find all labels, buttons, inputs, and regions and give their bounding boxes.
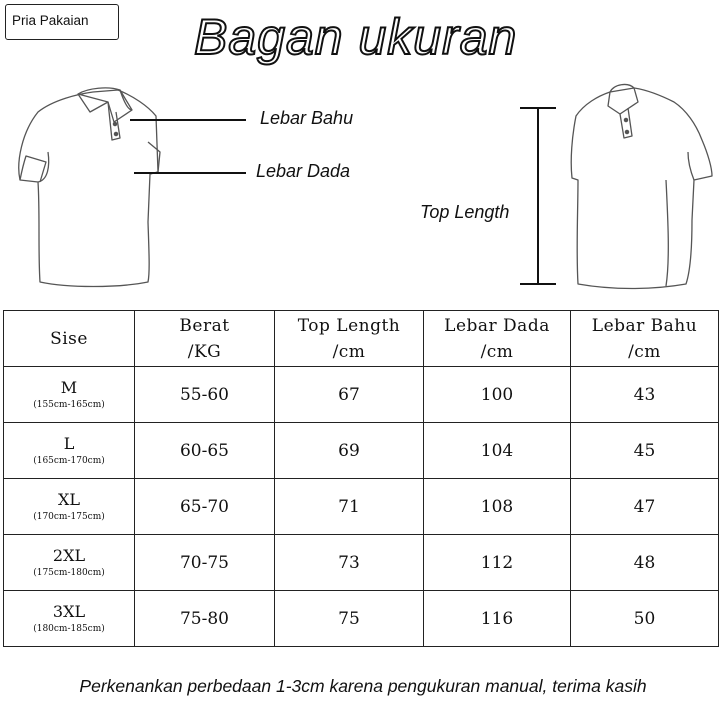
weight-cell: 55-60: [135, 367, 275, 423]
label-chest: Lebar Dada: [256, 161, 351, 181]
header-weight: Berat /KG: [135, 311, 275, 367]
weight-cell: 75-80: [135, 591, 275, 647]
brand-name: Pria Pakaian: [12, 13, 89, 28]
header-chest: Lebar Dada /cm: [424, 311, 571, 367]
chest-cell: 116: [424, 591, 571, 647]
page-title: [190, 6, 540, 68]
table-header-row: [4, 311, 719, 367]
length-cell: 67: [275, 367, 424, 423]
shoulder-cell: 47: [571, 479, 719, 535]
chest-cell: 104: [424, 423, 571, 479]
chest-cell: 108: [424, 479, 571, 535]
shoulder-cell: 45: [571, 423, 719, 479]
brand-logo: [5, 4, 119, 40]
table-row: [4, 479, 719, 535]
weight-cell: 70-75: [135, 535, 275, 591]
header-shoulder: Lebar Bahu /cm: [571, 311, 719, 367]
length-cell: 73: [275, 535, 424, 591]
table-row: [4, 535, 719, 591]
chest-cell: 112: [424, 535, 571, 591]
footer-note: Perkenankan perbedaan 1-3cm karena pengukuran manual, terima kasih: [79, 676, 647, 696]
size-cell: 2XL (175cm-180cm): [4, 535, 135, 591]
table-row: [4, 591, 719, 647]
header-length: Top Length /cm: [275, 311, 424, 367]
chest-leader-line: [134, 172, 246, 174]
header-size: Sise: [4, 311, 135, 367]
size-cell: M (155cm-165cm): [4, 367, 135, 423]
table-row: [4, 423, 719, 479]
back-shirt-icon: [562, 80, 722, 292]
shoulder-cell: 48: [571, 535, 719, 591]
length-cell: 69: [275, 423, 424, 479]
size-cell: L (165cm-170cm): [4, 423, 135, 479]
shoulder-leader-line: [130, 119, 246, 121]
length-cell: 75: [275, 591, 424, 647]
shoulder-cell: 50: [571, 591, 719, 647]
length-cell: 71: [275, 479, 424, 535]
table-row: [4, 367, 719, 423]
length-measure-line: [520, 106, 556, 288]
shoulder-cell: 43: [571, 367, 719, 423]
size-table: [3, 310, 719, 647]
page-title-text: Bagan ukuran: [194, 9, 518, 65]
weight-cell: 65-70: [135, 479, 275, 535]
label-shoulder: Lebar Bahu: [260, 108, 354, 128]
label-length: Top Length: [420, 202, 510, 222]
front-shirt-icon: [8, 82, 168, 292]
size-cell: XL (170cm-175cm): [4, 479, 135, 535]
size-cell: 3XL (180cm-185cm): [4, 591, 135, 647]
chest-cell: 100: [424, 367, 571, 423]
weight-cell: 60-65: [135, 423, 275, 479]
